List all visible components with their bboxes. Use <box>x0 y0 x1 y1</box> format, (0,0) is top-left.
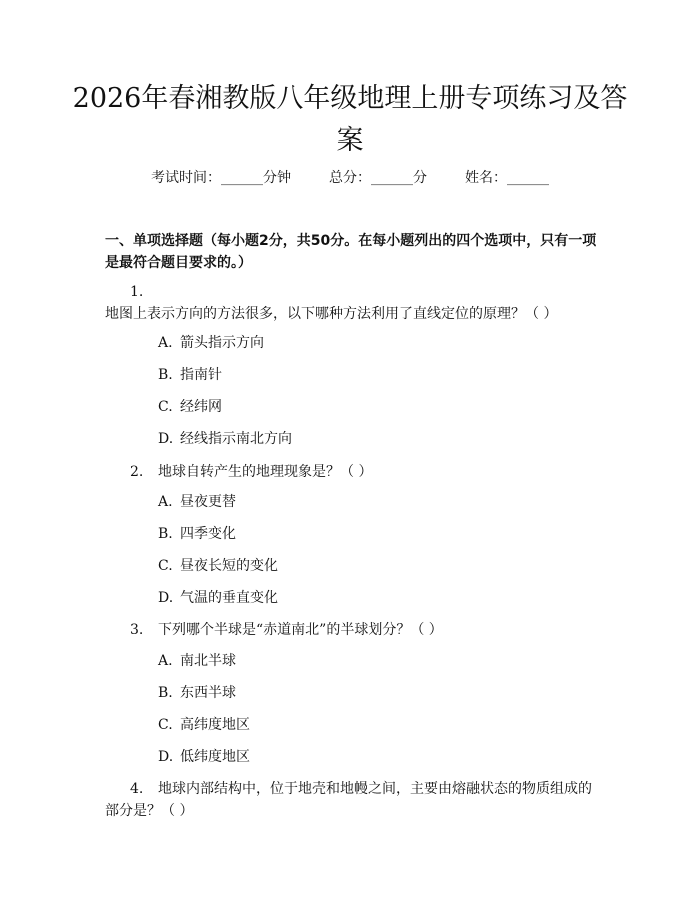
question-1 <box>105 281 605 325</box>
question-number: 3. <box>130 622 144 638</box>
option-letter: B. <box>158 526 173 542</box>
option-text: 指南针 <box>180 367 222 383</box>
option-letter: D. <box>158 749 174 765</box>
question-2 <box>105 461 605 483</box>
option-letter: B. <box>158 685 173 701</box>
question-3-option-a <box>158 651 236 671</box>
question-4 <box>105 778 605 822</box>
student-name-field: 姓名：______ <box>465 170 549 186</box>
option-letter: A. <box>158 494 173 510</box>
option-text: 气温的垂直变化 <box>180 590 278 606</box>
question-number: 1. <box>130 284 144 300</box>
option-text: 低纬度地区 <box>180 749 250 765</box>
option-letter: B. <box>158 367 173 383</box>
question-number: 2. <box>130 464 144 480</box>
option-text: 四季变化 <box>180 526 236 542</box>
option-text: 昼夜更替 <box>180 494 236 510</box>
question-1-option-a <box>158 333 264 353</box>
question-number: 4. <box>130 781 144 797</box>
section-heading: 一、单项选择题（每小题2分，共50分。在每小题列出的四个选项中，只有一项是最符合题目要求的。） <box>105 233 597 271</box>
option-text: 高纬度地区 <box>180 717 250 733</box>
option-text: 经纬网 <box>180 399 222 415</box>
option-text: 南北半球 <box>180 653 236 669</box>
question-3-option-d <box>158 747 250 767</box>
option-letter: D. <box>158 590 174 606</box>
option-text: 经线指示南北方向 <box>180 431 292 447</box>
question-text: 地球自转产生的地理现象是？（ ） <box>158 464 373 480</box>
question-1-option-b <box>158 365 222 385</box>
option-letter: C. <box>158 399 173 415</box>
option-text: 昼夜长短的变化 <box>180 558 278 574</box>
question-text: 下列哪个半球是“赤道南北”的半球划分？（ ） <box>158 622 443 638</box>
question-text: 地图上表示方向的方法很多，以下哪种方法利用了直线定位的原理？（ ） <box>105 306 558 322</box>
exam-meta-line <box>0 168 700 188</box>
total-score-field: 总分：______分 <box>329 170 427 186</box>
question-3-option-c <box>158 715 250 735</box>
page-title: 2026年春湘教版八年级地理上册专项练习及答案 <box>72 83 628 156</box>
question-2-option-b <box>158 524 236 544</box>
exam-time-field: 考试时间：______分钟 <box>151 170 291 186</box>
option-letter: A. <box>158 653 173 669</box>
question-3-option-b <box>158 683 236 703</box>
question-3 <box>105 619 605 641</box>
option-text: 箭头指示方向 <box>180 335 264 351</box>
question-2-option-c <box>158 556 278 576</box>
question-2-option-a <box>158 492 236 512</box>
question-2-option-d <box>158 588 278 608</box>
question-1-option-d <box>158 429 292 449</box>
option-letter: D. <box>158 431 174 447</box>
question-text: 地球内部结构中，位于地壳和地幔之间，主要由熔融状态的物质组成的部分是？（ ） <box>105 781 592 819</box>
option-letter: A. <box>158 335 173 351</box>
option-letter: C. <box>158 717 173 733</box>
option-text: 东西半球 <box>180 685 236 701</box>
question-1-option-c <box>158 397 222 417</box>
option-letter: C. <box>158 558 173 574</box>
